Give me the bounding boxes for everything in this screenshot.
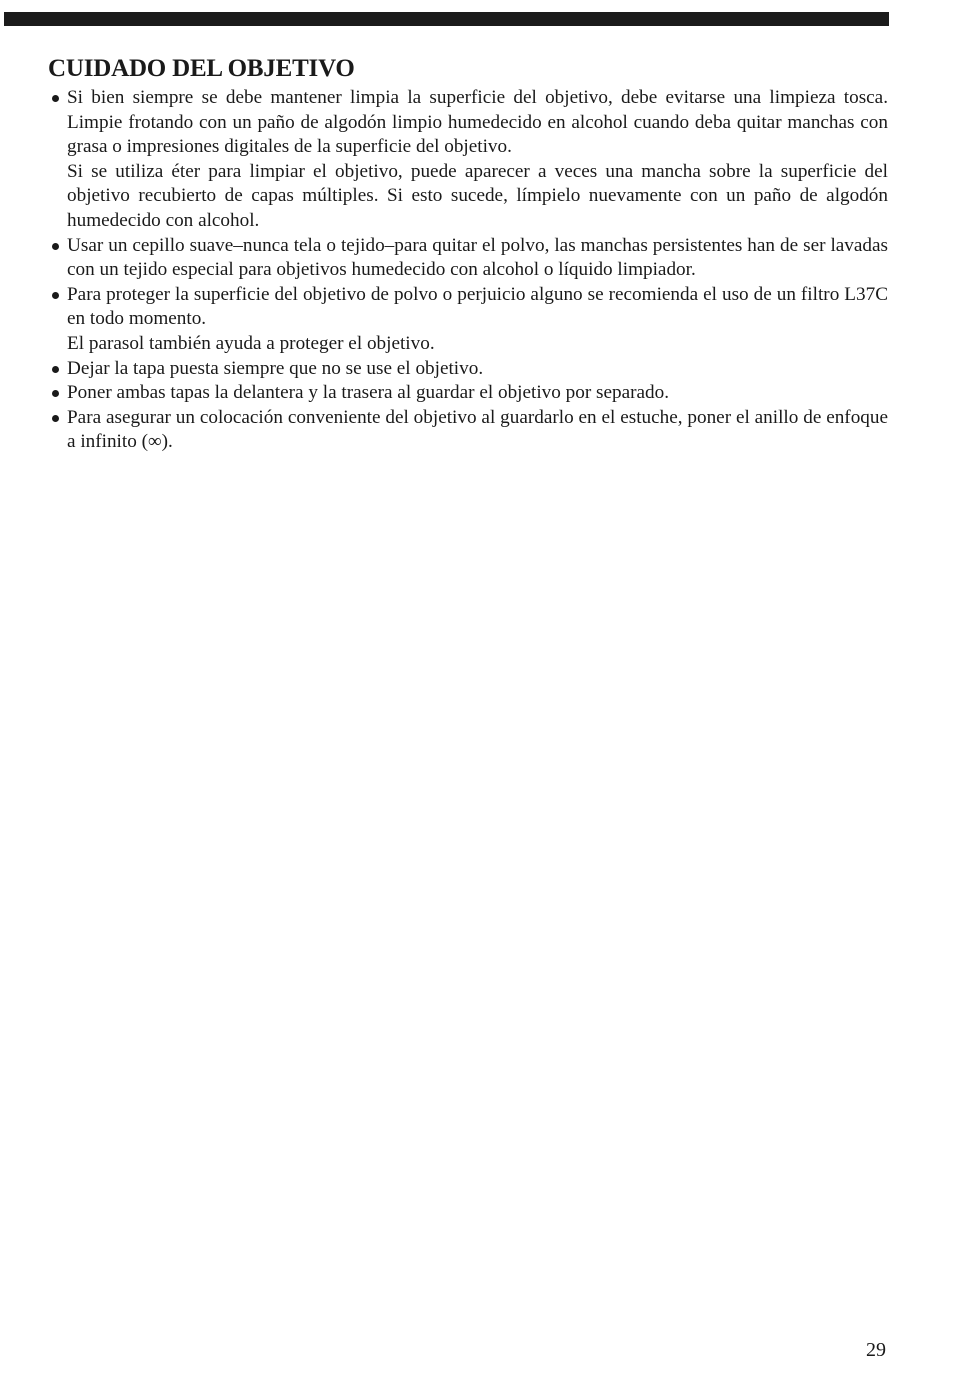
item-paragraph: Dejar la tapa puesta siempre que no se use el objetivo. <box>67 357 484 379</box>
item-paragraph: Usar un cepillo suave–nunca tela o tejido–para quitar el polvo, las manchas persistentes han de ser lavadas con un tejido especial para objetivos humedecido con alcohol o líquido limpiador. <box>67 234 888 281</box>
list-item <box>48 357 888 382</box>
bullet-icon <box>52 95 59 102</box>
list-item <box>48 381 888 406</box>
item-paragraph: Para proteger la superficie del objetivo de polvo o perjuicio alguno se recomienda el uso de un filtro L37C en todo momento. <box>67 283 888 330</box>
bullet-icon <box>52 366 59 373</box>
bullet-icon <box>52 390 59 397</box>
item-paragraph: Poner ambas tapas la delantera y la trasera al guardar el objetivo por separado. <box>67 382 670 404</box>
item-paragraph: El parasol también ayuda a proteger el objetivo. <box>67 332 435 354</box>
bullet-icon <box>52 415 59 422</box>
list-item <box>48 86 888 234</box>
item-paragraph: Si se utiliza éter para limpiar el objetivo, puede aparecer a veces una mancha sobre la superficie del objetivo recubierto de capas múltiples. Si esto sucede, límpielo nuevamente con un paño de algodón humedecido con alcohol. <box>67 160 888 231</box>
page-content <box>48 55 888 455</box>
list-item <box>48 283 888 357</box>
bullet-icon <box>52 292 59 299</box>
bullet-icon <box>52 243 59 250</box>
list-item <box>48 406 888 455</box>
list-item <box>48 234 888 283</box>
item-paragraph: Para asegurar un colocación conveniente del objetivo al guardarlo en el estuche, poner el anillo de enfoque a infinito (∞). <box>67 406 888 453</box>
item-paragraph: Si bien siempre se debe mantener limpia la superficie del objetivo, debe evitarse una limpieza tosca. Limpie frotando con un paño de algodón limpio humedecido en alcohol cuando deba quitar manchas con grasa o impresiones digitales de la superficie del objetivo. <box>67 87 888 158</box>
top-rule <box>4 12 889 26</box>
section-title: CUIDADO DEL OBJETIVO <box>48 55 355 82</box>
page-number: 29 <box>866 1339 886 1361</box>
